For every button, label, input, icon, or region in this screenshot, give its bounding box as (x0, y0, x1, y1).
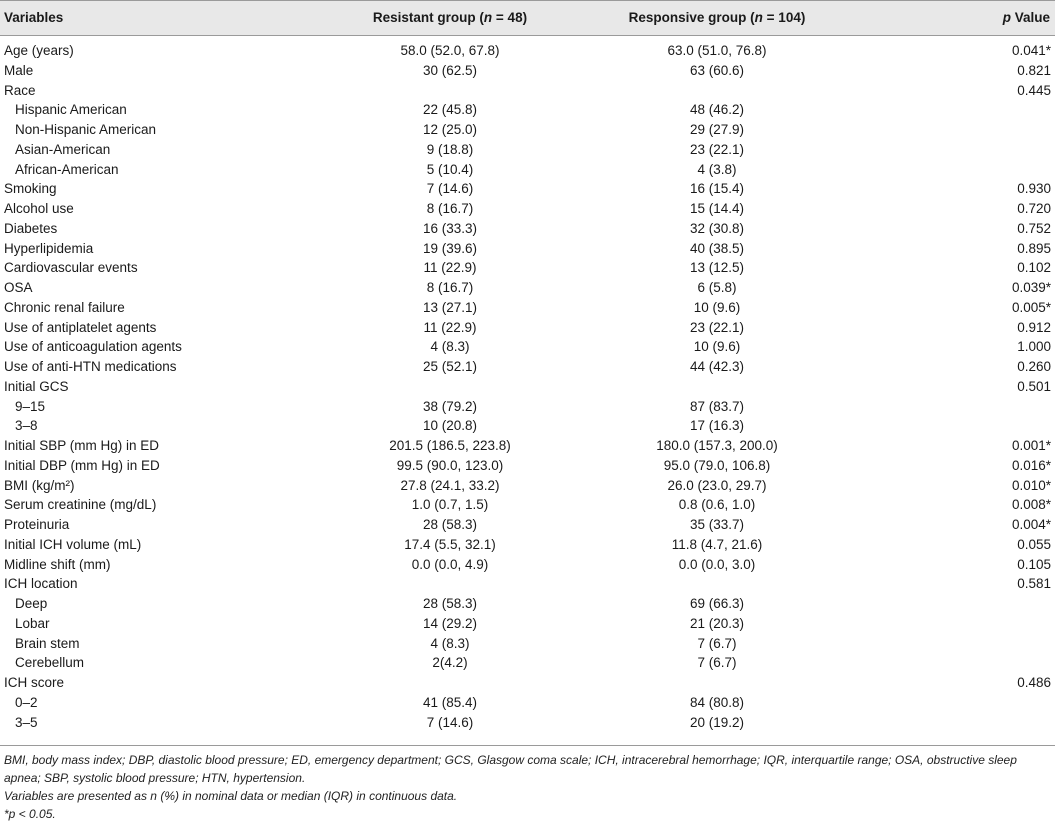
p-value-cell: 0.895 (1017, 240, 1051, 256)
resistant-cell: 38 (79.2) (422, 398, 478, 414)
resistant-cell: 7 (14.6) (426, 714, 474, 730)
resistant-cell: 8 (16.7) (426, 201, 474, 216)
table-row (0, 515, 1055, 535)
resistant-cell: 17.4 (5.5, 32.1) (404, 536, 496, 552)
p-value-cell: 0.720 (1017, 201, 1051, 216)
variable-cell: Hyperlipidemia (4, 240, 94, 256)
variable-cell: Cerebellum (15, 655, 85, 671)
variable-cell: Chronic renal failure (4, 299, 125, 315)
variable-cell: Serum creatinine (mg/dL) (4, 497, 157, 513)
variable-cell: 0–2 (15, 694, 38, 710)
variable-cell: Smoking (4, 181, 57, 197)
p-value-cell: 0.912 (1017, 319, 1051, 335)
table-header (0, 0, 1055, 36)
responsive-cell: 87 (83.7) (689, 398, 745, 414)
variable-cell: Initial GCS (4, 378, 69, 394)
resistant-cell: 12 (25.0) (422, 122, 478, 137)
variable-cell: Initial SBP (mm Hg) in ED (4, 438, 160, 453)
responsive-cell: 95.0 (79.0, 106.8) (663, 457, 771, 473)
table-row (0, 258, 1055, 278)
table-row (0, 140, 1055, 160)
p-value-cell: 0.039* (1011, 280, 1051, 295)
p-value-cell: 0.016* (1011, 457, 1051, 473)
resistant-cell: 19 (39.6) (422, 240, 478, 256)
resistant-cell: 8 (16.7) (426, 280, 474, 295)
table-body (0, 36, 1055, 732)
table-row (0, 160, 1055, 180)
variable-cell: Age (years) (4, 43, 74, 58)
table-row (0, 634, 1055, 654)
variable-cell: BMI (kg/m²) (4, 477, 75, 493)
table-row (0, 81, 1055, 101)
responsive-cell: 17 (16.3) (689, 418, 745, 434)
table-row (0, 574, 1055, 594)
table-row (0, 397, 1055, 417)
responsive-cell: 4 (3.8) (697, 161, 737, 177)
variable-cell: Cardiovascular events (4, 260, 138, 276)
table-row (0, 495, 1055, 515)
resistant-cell: 30 (62.5) (422, 62, 478, 78)
table-row (0, 436, 1055, 456)
responsive-cell: 180.0 (157.3, 200.0) (656, 438, 778, 453)
resistant-cell: 4 (8.3) (430, 635, 470, 651)
responsive-cell: 63 (60.6) (689, 62, 745, 78)
table-row (0, 693, 1055, 713)
variable-cell: Alcohol use (4, 201, 74, 216)
table-row (0, 357, 1055, 377)
variable-cell: Midline shift (mm) (4, 556, 111, 572)
variable-cell: Lobar (15, 615, 50, 631)
responsive-cell: 44 (42.3) (689, 359, 745, 374)
table-row (0, 594, 1055, 614)
resistant-cell: 9 (18.8) (426, 141, 474, 157)
header-resistant-group: Resistant group (n = 48) (372, 10, 528, 25)
resistant-cell: 0.0 (0.0, 4.9) (411, 556, 489, 572)
table-row (0, 100, 1055, 120)
footnote-abbreviations: BMI, body mass index; DBP, diastolic blood pressure; ED, emergency department; GCS, Glasgow coma scale; ICH, intracerebral hemorrhage; IQR, interquartile range; OSA, obstructive sleep apnea; SBP, systolic blood pressure; HTN, hypertension. (4, 753, 1017, 785)
table-row (0, 179, 1055, 199)
responsive-cell: 7 (6.7) (697, 655, 737, 671)
p-value-cell: 0.752 (1017, 220, 1051, 236)
variable-cell: Initial DBP (mm Hg) in ED (4, 457, 160, 473)
resistant-cell: 11 (22.9) (423, 319, 477, 335)
variable-cell: Use of anticoagulation agents (4, 339, 182, 355)
responsive-cell: 15 (14.4) (689, 201, 745, 216)
variable-cell: African-American (15, 161, 119, 177)
p-value-cell: 0.010* (1011, 477, 1051, 493)
variable-cell: OSA (4, 280, 33, 295)
responsive-cell: 21 (20.3) (689, 615, 745, 631)
responsive-cell: 23 (22.1) (689, 319, 745, 335)
table-row (0, 614, 1055, 634)
resistant-cell: 58.0 (52.0, 67.8) (400, 43, 500, 58)
table-row (0, 713, 1055, 733)
table-row (0, 41, 1055, 61)
table-row (0, 535, 1055, 555)
variable-cell: 3–8 (15, 418, 38, 434)
p-value-cell: 0.260 (1017, 359, 1051, 374)
responsive-cell: 48 (46.2) (689, 102, 745, 118)
responsive-cell: 23 (22.1) (689, 141, 745, 157)
responsive-cell: 10 (9.6) (693, 339, 741, 355)
variable-cell: Use of antiplatelet agents (4, 319, 157, 335)
table-bottom-rule (0, 745, 1055, 746)
p-value-cell: 0.930 (1017, 181, 1051, 197)
responsive-cell: 0.0 (0.0, 3.0) (678, 556, 756, 572)
variable-cell: Asian-American (15, 141, 111, 157)
resistant-cell: 22 (45.8) (422, 102, 478, 118)
resistant-cell: 5 (10.4) (426, 161, 474, 177)
p-value-cell: 0.041* (1011, 43, 1051, 58)
p-value-cell: 0.055 (1017, 536, 1051, 552)
resistant-cell: 28 (58.3) (422, 517, 478, 532)
footnote-presentation: Variables are presented as n (%) in nominal data or median (IQR) in continuous data. (4, 789, 458, 803)
resistant-cell: 28 (58.3) (422, 596, 478, 611)
header-p-value: p Value (1002, 10, 1050, 25)
resistant-cell: 10 (20.8) (422, 418, 478, 434)
resistant-cell: 2(4.2) (432, 655, 468, 671)
variable-cell: ICH location (4, 576, 78, 592)
resistant-cell: 1.0 (0.7, 1.5) (411, 497, 489, 513)
variable-cell: 9–15 (15, 398, 46, 414)
variable-cell: Brain stem (15, 635, 80, 651)
responsive-cell: 10 (9.6) (693, 299, 741, 315)
resistant-cell: 7 (14.6) (426, 181, 474, 197)
resistant-cell: 16 (33.3) (422, 220, 478, 236)
p-value-cell: 0.486 (1017, 675, 1051, 690)
variable-cell: Hispanic American (15, 102, 127, 118)
p-value-cell: 0.008* (1011, 497, 1051, 513)
p-value-cell: 0.102 (1017, 260, 1051, 276)
resistant-cell: 99.5 (90.0, 123.0) (396, 457, 504, 473)
resistant-cell: 201.5 (186.5, 223.8) (389, 438, 511, 453)
p-value-cell: 1.000 (1017, 339, 1051, 355)
responsive-cell: 26.0 (23.0, 29.7) (667, 477, 767, 493)
table-row (0, 61, 1055, 81)
table-row (0, 555, 1055, 575)
table-row (0, 416, 1055, 436)
p-value-cell: 0.105 (1017, 556, 1051, 572)
responsive-cell: 7 (6.7) (697, 635, 737, 651)
table-row (0, 278, 1055, 298)
p-value-cell: 0.581 (1017, 576, 1051, 592)
variable-cell: Race (4, 82, 36, 98)
responsive-cell: 6 (5.8) (697, 280, 737, 295)
resistant-cell: 27.8 (24.1, 33.2) (400, 477, 500, 493)
variable-cell: Non-Hispanic American (15, 122, 157, 137)
responsive-cell: 0.8 (0.6, 1.0) (678, 497, 756, 513)
responsive-cell: 32 (30.8) (689, 220, 745, 236)
table-row (0, 673, 1055, 693)
variable-cell: Initial ICH volume (mL) (4, 536, 142, 552)
table-row (0, 476, 1055, 496)
responsive-cell: 84 (80.8) (689, 694, 745, 710)
responsive-cell: 69 (66.3) (689, 596, 745, 611)
p-value-cell: 0.501 (1017, 378, 1051, 394)
resistant-cell: 13 (27.1) (422, 299, 478, 315)
table-row (0, 456, 1055, 476)
footnote-significance: *p < 0.05. (4, 807, 56, 821)
responsive-cell: 16 (15.4) (689, 181, 745, 197)
resistant-cell: 11 (22.9) (423, 260, 477, 276)
table-row (0, 653, 1055, 673)
p-value-cell: 0.004* (1011, 517, 1051, 532)
resistant-cell: 4 (8.3) (430, 339, 470, 355)
variable-cell: Deep (15, 596, 48, 611)
table-row (0, 219, 1055, 239)
variable-cell: ICH score (4, 675, 65, 690)
resistant-cell: 14 (29.2) (422, 615, 478, 631)
variable-cell: Male (4, 62, 34, 78)
p-value-cell: 0.445 (1017, 82, 1051, 98)
table-row (0, 239, 1055, 259)
responsive-cell: 63.0 (51.0, 76.8) (667, 43, 767, 58)
p-value-cell: 0.001* (1011, 438, 1051, 453)
table-row (0, 337, 1055, 357)
resistant-cell: 41 (85.4) (422, 694, 478, 710)
table-row (0, 377, 1055, 397)
responsive-cell: 20 (19.2) (689, 714, 745, 730)
responsive-cell: 40 (38.5) (689, 240, 745, 256)
p-value-cell: 0.005* (1011, 299, 1051, 315)
table-footnotes (4, 751, 1049, 823)
variable-cell: Use of anti-HTN medications (4, 359, 177, 374)
table-row (0, 120, 1055, 140)
header-responsive-group: Responsive group (n = 104) (628, 10, 806, 25)
table-row (0, 298, 1055, 318)
variable-cell: Proteinuria (4, 517, 70, 532)
responsive-cell: 29 (27.9) (689, 122, 745, 137)
variable-cell: Diabetes (4, 220, 58, 236)
variable-cell: 3–5 (15, 714, 38, 730)
resistant-cell: 25 (52.1) (422, 359, 478, 374)
table-row (0, 199, 1055, 219)
responsive-cell: 35 (33.7) (689, 517, 745, 532)
responsive-cell: 13 (12.5) (689, 260, 745, 276)
responsive-cell: 11.8 (4.7, 21.6) (671, 536, 763, 552)
table-row (0, 318, 1055, 338)
p-value-cell: 0.821 (1017, 62, 1051, 78)
header-variables: Variables (4, 10, 64, 25)
